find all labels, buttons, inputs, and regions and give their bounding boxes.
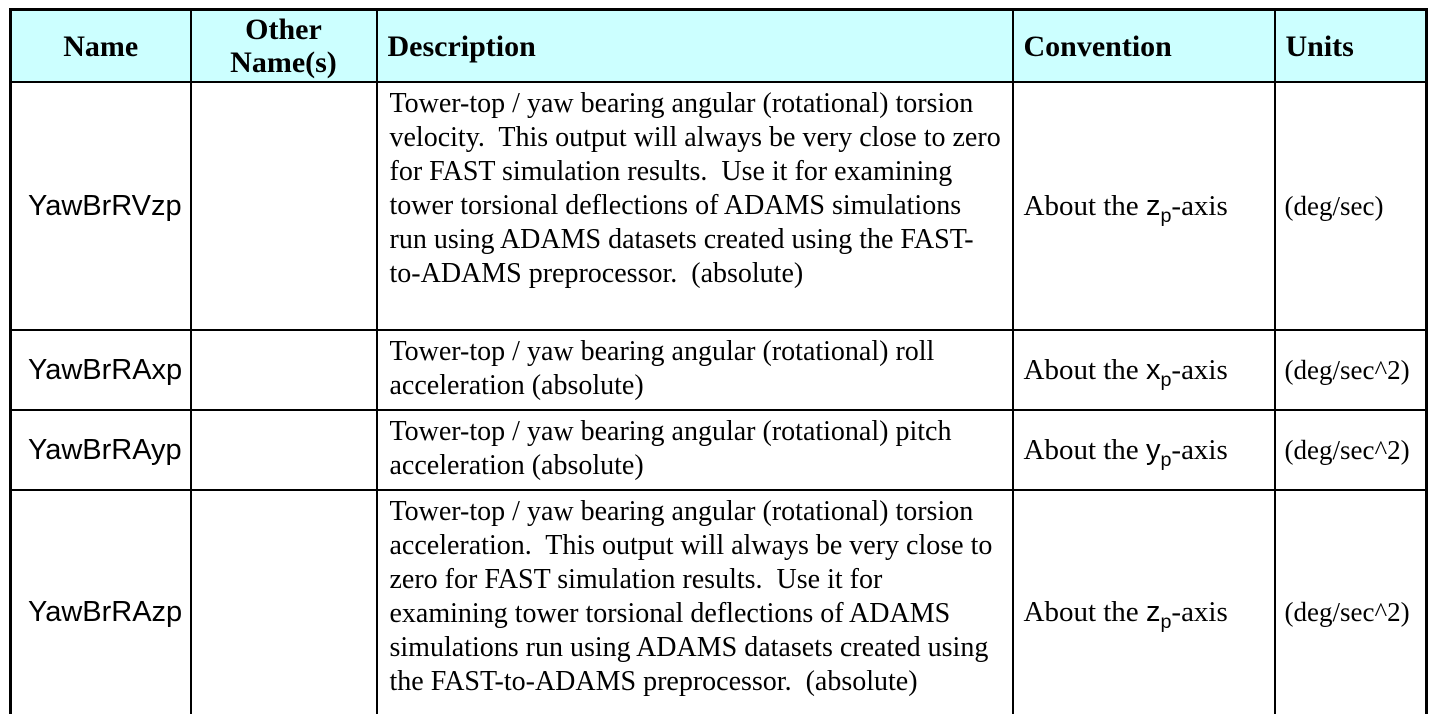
description-cell: Tower-top / yaw bearing angular (rotational) torsion acceleration. This output will always be very close to zero for FAST simulation results. Use it for examining tower torsional deflections of ADAMS simulations run using ADAMS datasets created using the FAST-to-ADAMS preprocessor. (absolute)	[377, 490, 1013, 714]
axis-letter: z	[1145, 595, 1161, 628]
axis-letter: y	[1145, 433, 1161, 466]
convention-prefix: About the	[1023, 595, 1146, 628]
convention-cell	[1013, 82, 1275, 330]
axis-subscript: p	[1160, 368, 1172, 391]
axis-symbol	[1145, 595, 1172, 633]
units-cell: (deg/sec^2)	[1275, 490, 1427, 714]
description-cell: Tower-top / yaw bearing angular (rotational) pitch acceleration (absolute)	[377, 410, 1013, 490]
convention-suffix: -axis	[1171, 595, 1228, 628]
output-parameters-table	[9, 8, 1428, 714]
axis-subscript: p	[1160, 204, 1172, 227]
units-cell: (deg/sec^2)	[1275, 410, 1427, 490]
column-header-description: Description	[377, 10, 1013, 83]
axis-subscript: p	[1160, 610, 1172, 633]
convention-cell	[1013, 330, 1275, 410]
axis-symbol	[1145, 189, 1172, 227]
convention-prefix: About the	[1023, 189, 1146, 222]
column-header-units: Units	[1275, 10, 1427, 83]
header-row	[11, 10, 1427, 83]
param-name-cell: YawBrRAzp	[11, 490, 191, 714]
param-name-cell: YawBrRAyp	[11, 410, 191, 490]
axis-letter: x	[1145, 353, 1161, 386]
units-cell: (deg/sec^2)	[1275, 330, 1427, 410]
column-header-other-names: Other Name(s)	[191, 10, 377, 83]
convention-cell	[1013, 410, 1275, 490]
axis-symbol	[1145, 353, 1172, 391]
other-names-cell	[191, 410, 377, 490]
convention-suffix: -axis	[1171, 189, 1228, 222]
convention-prefix: About the	[1023, 353, 1146, 386]
table-row	[11, 490, 1427, 714]
axis-symbol	[1145, 433, 1172, 471]
table-row	[11, 410, 1427, 490]
column-header-convention: Convention	[1013, 10, 1275, 83]
other-names-cell	[191, 490, 377, 714]
column-header-name: Name	[11, 10, 191, 83]
other-names-cell	[191, 82, 377, 330]
convention-suffix: -axis	[1171, 433, 1228, 466]
units-cell: (deg/sec)	[1275, 82, 1427, 330]
description-cell: Tower-top / yaw bearing angular (rotational) roll acceleration (absolute)	[377, 330, 1013, 410]
description-cell: Tower-top / yaw bearing angular (rotational) torsion velocity. This output will always be very close to zero for FAST simulation results. Use it for examining tower torsional deflections of ADAMS simulations run using ADAMS datasets created using the FAST-to-ADAMS preprocessor. (absolute)	[377, 82, 1013, 330]
convention-prefix: About the	[1023, 433, 1146, 466]
param-name-cell: YawBrRVzp	[11, 82, 191, 330]
axis-subscript: p	[1160, 448, 1172, 471]
table-row	[11, 82, 1427, 330]
convention-cell	[1013, 490, 1275, 714]
param-name-cell: YawBrRAxp	[11, 330, 191, 410]
axis-letter: z	[1145, 189, 1161, 222]
convention-suffix: -axis	[1171, 353, 1228, 386]
table-row	[11, 330, 1427, 410]
other-names-cell	[191, 330, 377, 410]
